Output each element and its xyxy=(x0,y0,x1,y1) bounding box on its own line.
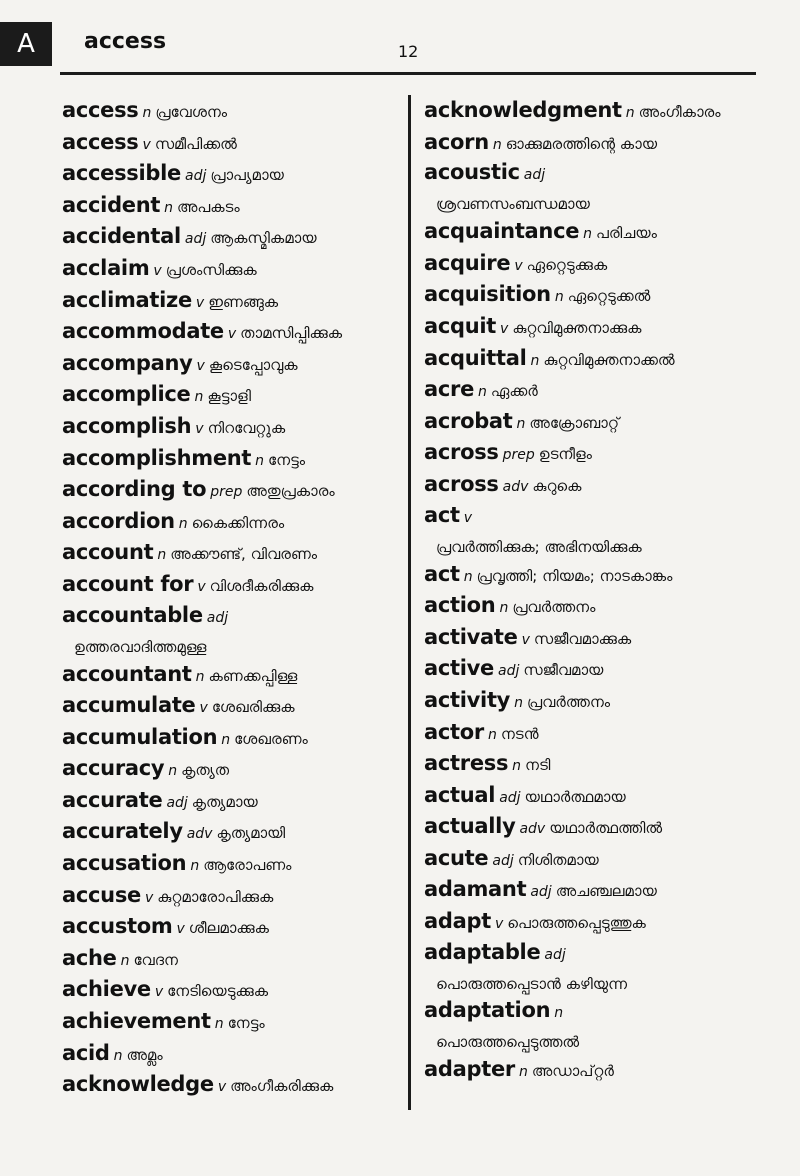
part-of-speech: v xyxy=(154,984,164,1001)
part-of-speech: n xyxy=(512,758,522,775)
definition: കൈക്കിന്നരം xyxy=(191,513,285,532)
headword: accusation xyxy=(62,851,187,876)
part-of-speech: adv xyxy=(186,826,213,843)
dictionary-entry xyxy=(424,406,794,438)
definition: കൃത്യമായ xyxy=(191,792,258,811)
part-of-speech: v xyxy=(463,509,473,526)
dictionary-entry xyxy=(424,559,794,591)
dictionary-entry xyxy=(424,780,794,812)
part-of-speech: adv xyxy=(519,821,546,838)
headword: active xyxy=(424,656,494,681)
part-of-speech: adj xyxy=(544,946,566,963)
part-of-speech: n xyxy=(583,226,593,243)
definition: കുറ്റവിമുക്തനാക്കൽ xyxy=(543,350,675,369)
definition: അപകടം xyxy=(177,197,240,216)
dictionary-entry xyxy=(424,374,794,406)
dictionary-entry xyxy=(424,590,794,622)
part-of-speech: n xyxy=(487,726,497,743)
dictionary-entry xyxy=(62,443,402,475)
part-of-speech: adj xyxy=(492,852,514,869)
headword: accidental xyxy=(62,224,181,249)
definition: കൂട്ടാളി xyxy=(207,387,251,406)
dictionary-entry xyxy=(62,379,402,411)
dictionary-entry xyxy=(424,748,794,780)
definition: അതുപ്രകാരം xyxy=(246,482,335,501)
definition: സമീപിക്കൽ xyxy=(154,134,237,153)
part-of-speech: n xyxy=(499,600,509,617)
part-of-speech: adj xyxy=(206,609,229,626)
headword: accurately xyxy=(62,819,183,844)
dictionary-entry xyxy=(424,437,794,469)
dictionary-entry xyxy=(62,95,402,127)
headword: achieve xyxy=(62,977,151,1002)
dictionary-entry xyxy=(424,622,794,654)
dictionary-entry xyxy=(62,722,402,754)
headword: actor xyxy=(424,719,484,744)
dictionary-entry xyxy=(62,785,402,817)
section-letter-tab: A xyxy=(0,22,52,66)
headword: adaptation xyxy=(424,997,551,1022)
headword: accumulation xyxy=(62,724,218,749)
dictionary-entry xyxy=(62,190,402,222)
part-of-speech: n xyxy=(516,415,526,432)
definition: പ്രവേശനം xyxy=(155,103,228,121)
part-of-speech: n xyxy=(142,105,152,121)
definition: പൊരുത്തപ്പെടാൻ കഴിയുന്ന xyxy=(436,974,628,993)
dictionary-entry xyxy=(62,506,402,538)
part-of-speech: n xyxy=(190,858,200,875)
part-of-speech: adj xyxy=(530,884,552,901)
definition: പ്രശംസിക്കുക xyxy=(165,260,257,279)
headword: act xyxy=(424,502,460,527)
headword: acclimatize xyxy=(62,287,192,312)
part-of-speech: v xyxy=(494,916,504,933)
definition: പ്രവർത്തനം xyxy=(512,598,596,617)
definition: ശ്രവണസംബന്ധമായ xyxy=(436,195,590,214)
part-of-speech: n xyxy=(514,694,523,711)
part-of-speech: v xyxy=(195,294,205,311)
definition: വേദന xyxy=(133,950,178,969)
headword: acid xyxy=(62,1040,110,1065)
part-of-speech: adj xyxy=(499,789,521,806)
definition: നിറവേറ്റുക xyxy=(207,418,286,437)
headword: account for xyxy=(62,571,194,596)
dictionary-entry xyxy=(424,95,794,127)
dictionary-entry xyxy=(62,411,402,443)
definition: ഉത്തരവാദിത്തമുള്ള xyxy=(74,637,207,656)
dictionary-entry xyxy=(424,127,794,159)
definition: പൊരുത്തപ്പെടുത്തുക xyxy=(507,914,646,933)
definition: നടൻ xyxy=(500,724,539,743)
definition: പ്രവൃത്തി; നിയമം; നാടകാങ്കം xyxy=(476,566,673,585)
definition: നിശിതമായ xyxy=(517,850,599,869)
headword: actual xyxy=(424,782,496,807)
part-of-speech: v xyxy=(514,257,523,274)
definition: അമ്ലം xyxy=(126,1045,163,1064)
dictionary-entry xyxy=(62,1006,402,1038)
definition: നേട്ടം xyxy=(227,1014,265,1033)
dictionary-entry xyxy=(424,216,794,248)
part-of-speech: n xyxy=(221,731,231,748)
definition: ഇണങ്ങുക xyxy=(208,292,279,311)
dictionary-entry xyxy=(62,158,402,190)
dictionary-entry xyxy=(62,816,402,848)
definition: ശീലമാക്കുക xyxy=(188,919,269,938)
headword: activity xyxy=(424,687,511,712)
dictionary-entry xyxy=(424,469,794,501)
dictionary-entry xyxy=(424,279,794,311)
headword: ache xyxy=(62,945,117,970)
part-of-speech: v xyxy=(197,578,206,595)
headword: accountant xyxy=(62,661,192,686)
definition: കുറുകെ xyxy=(532,476,582,495)
headword: accommodate xyxy=(62,319,224,344)
headword: across xyxy=(424,471,499,496)
definition: കണക്കപ്പിള്ള xyxy=(208,666,298,685)
part-of-speech: n xyxy=(478,384,487,401)
dictionary-entry xyxy=(62,974,402,1006)
headword: acquittal xyxy=(424,345,527,370)
definition: കൃത്യത xyxy=(181,761,230,780)
dictionary-entry xyxy=(62,127,402,159)
definition: പൊരുത്തപ്പെടുത്തൽ xyxy=(436,1032,580,1051)
dictionary-entry xyxy=(62,1069,402,1101)
dictionary-entry xyxy=(62,690,402,722)
definition: നടി xyxy=(525,756,551,775)
headword: accident xyxy=(62,192,161,217)
dictionary-entry xyxy=(424,843,794,875)
right-column xyxy=(424,95,794,1085)
headword: accessible xyxy=(62,161,181,186)
definition: അംഗീകാരം xyxy=(638,103,721,121)
headword: access xyxy=(62,98,139,122)
part-of-speech: prep xyxy=(502,447,535,464)
dictionary-entry xyxy=(62,911,402,943)
headword: actress xyxy=(424,751,509,776)
dictionary-entry xyxy=(424,996,794,1054)
part-of-speech: v xyxy=(176,921,185,938)
dictionary-entry xyxy=(62,221,402,253)
part-of-speech: v xyxy=(199,700,208,717)
headword: accompany xyxy=(62,350,193,375)
definition: നേടിയെടുക്കുക xyxy=(167,982,269,1001)
part-of-speech: n xyxy=(625,105,635,121)
definition: കൃത്യമായി xyxy=(216,824,286,843)
definition: യഥാർത്ഥമായ xyxy=(524,787,626,806)
part-of-speech: n xyxy=(554,289,564,306)
definition: ആരോപണം xyxy=(203,856,292,875)
headword: acknowledge xyxy=(62,1072,214,1097)
definition: പ്രവർത്തിക്കുക; അഭിനയിക്കുക xyxy=(436,537,642,556)
dictionary-entry xyxy=(62,253,402,285)
dictionary-entry xyxy=(62,943,402,975)
definition: വിശദീകരിക്കുക xyxy=(209,576,314,595)
dictionary-entry xyxy=(62,285,402,317)
definition: ഏറ്റെടുക്കൽ xyxy=(567,287,651,306)
headword: adamant xyxy=(424,877,527,902)
part-of-speech: n xyxy=(463,568,473,585)
part-of-speech: v xyxy=(142,136,151,153)
part-of-speech: adj xyxy=(184,231,207,248)
headword: action xyxy=(424,593,496,618)
part-of-speech: n xyxy=(530,352,540,369)
dictionary-entry xyxy=(62,753,402,785)
part-of-speech: adj xyxy=(523,167,546,184)
headword: according to xyxy=(62,477,207,502)
headword: adapter xyxy=(424,1056,515,1081)
part-of-speech: n xyxy=(518,1063,528,1080)
part-of-speech: n xyxy=(255,452,265,469)
headword: act xyxy=(424,561,460,586)
part-of-speech: n xyxy=(164,199,174,216)
headword: acoustic xyxy=(424,160,520,185)
part-of-speech: v xyxy=(217,1079,227,1096)
dictionary-entry xyxy=(424,653,794,685)
definition: കുറ്റമാരോപിക്കുക xyxy=(157,887,274,906)
headword: accurate xyxy=(62,787,163,812)
definition: ശേഖരിക്കുക xyxy=(211,698,295,717)
page-number: 12 xyxy=(398,42,419,61)
definition: താമസിപ്പിക്കുക xyxy=(240,324,343,343)
headword: acquaintance xyxy=(424,219,580,244)
dictionary-entry xyxy=(62,601,402,659)
definition: ഉടനീളം xyxy=(538,445,592,464)
headword: acre xyxy=(424,377,475,402)
definition: പരിചയം xyxy=(596,224,657,243)
headword: accountable xyxy=(62,602,203,627)
definition: അഡാപ്റ്റർ xyxy=(531,1061,614,1080)
definition: ഓക്കുമരത്തിന്റെ കായ xyxy=(505,134,658,153)
headword: adapt xyxy=(424,909,491,934)
dictionary-entry xyxy=(62,316,402,348)
definition: നേട്ടം xyxy=(268,450,306,469)
definition: ഏറ്റെടുക്കുക xyxy=(526,255,608,274)
dictionary-entry xyxy=(424,874,794,906)
definition: ശേഖരണം xyxy=(234,729,308,748)
part-of-speech: adj xyxy=(184,168,207,185)
dictionary-entry xyxy=(62,1038,402,1070)
headword: across xyxy=(424,440,499,465)
headword: acquire xyxy=(424,250,511,275)
headword: activate xyxy=(424,624,518,649)
part-of-speech: v xyxy=(521,631,530,648)
part-of-speech: adv xyxy=(502,478,529,495)
definition: പ്രവർത്തനം xyxy=(526,692,611,711)
dictionary-entry xyxy=(62,348,402,380)
headword: actually xyxy=(424,814,516,839)
part-of-speech: n xyxy=(113,1047,123,1064)
part-of-speech: v xyxy=(144,889,154,906)
part-of-speech: v xyxy=(153,262,162,279)
dictionary-entry xyxy=(424,1054,794,1086)
headword: accomplishment xyxy=(62,445,252,470)
part-of-speech: n xyxy=(194,389,204,406)
dictionary-entry xyxy=(62,880,402,912)
part-of-speech: v xyxy=(195,420,204,437)
headword: adaptable xyxy=(424,939,541,964)
dictionary-entry xyxy=(424,685,794,717)
part-of-speech: n xyxy=(157,547,167,564)
definition: അചഞ്ചലമായ xyxy=(555,882,657,901)
headword: accuse xyxy=(62,882,141,907)
dictionary-entry xyxy=(424,906,794,938)
part-of-speech: n xyxy=(120,952,130,969)
dictionary-entry xyxy=(424,717,794,749)
dictionary-entry xyxy=(62,474,402,506)
part-of-speech: adj xyxy=(166,794,188,811)
dictionary-entry xyxy=(62,569,402,601)
definition: കുറ്റവിമുക്തനാക്കുക xyxy=(512,318,642,337)
part-of-speech: n xyxy=(195,668,205,685)
part-of-speech: prep xyxy=(210,484,243,501)
part-of-speech: n xyxy=(554,1004,564,1021)
dictionary-entry xyxy=(424,811,794,843)
definition: സജീവമാക്കുക xyxy=(533,629,632,648)
part-of-speech: adj xyxy=(498,663,520,680)
dictionary-entry xyxy=(62,659,402,691)
dictionary-entry xyxy=(424,501,794,559)
definition: ആകസ്മികമായ xyxy=(210,229,317,248)
part-of-speech: v xyxy=(196,357,205,374)
part-of-speech: n xyxy=(168,763,178,780)
headword: acclaim xyxy=(62,255,150,280)
definition: കൂടെപ്പോവുക xyxy=(208,355,298,374)
definition: യഥാർത്ഥത്തിൽ xyxy=(549,819,663,838)
part-of-speech: n xyxy=(178,515,188,532)
headword: accustom xyxy=(62,914,173,939)
guide-word: access xyxy=(84,29,167,54)
part-of-speech: n xyxy=(214,1016,224,1033)
part-of-speech: v xyxy=(227,326,237,343)
headword: accumulate xyxy=(62,693,196,718)
column-divider xyxy=(408,95,411,1110)
headword: accomplish xyxy=(62,413,192,438)
dictionary-entry xyxy=(424,248,794,280)
dictionary-entry xyxy=(424,158,794,216)
headword: accomplice xyxy=(62,382,191,407)
definition: അംഗീകരിക്കുക xyxy=(230,1077,334,1096)
headword: acknowledgment xyxy=(424,98,622,122)
headword: accordion xyxy=(62,508,175,533)
headword: acrobat xyxy=(424,408,513,433)
left-column xyxy=(62,95,402,1101)
headword: acquit xyxy=(424,313,497,338)
dictionary-entry xyxy=(424,311,794,343)
headword: achievement xyxy=(62,1009,211,1034)
part-of-speech: n xyxy=(492,136,502,153)
definition: പ്രാപ്യമായ xyxy=(210,166,284,185)
definition: അക്രോബാറ്റ് xyxy=(529,413,620,432)
dictionary-entry xyxy=(62,537,402,569)
dictionary-entry xyxy=(424,938,794,996)
headword: acorn xyxy=(424,129,489,154)
headword: access xyxy=(62,129,139,154)
definition: സജീവമായ xyxy=(523,661,604,680)
headword: accuracy xyxy=(62,756,165,781)
headword: acquisition xyxy=(424,282,551,307)
definition: അക്കൗണ്ട്, വിവരണം xyxy=(170,545,318,564)
dictionary-entry xyxy=(62,848,402,880)
headword: acute xyxy=(424,845,489,870)
definition: ഏക്കർ xyxy=(490,382,538,401)
part-of-speech: v xyxy=(500,320,509,337)
headword: account xyxy=(62,540,154,565)
dictionary-entry xyxy=(424,343,794,375)
header-rule xyxy=(60,72,756,75)
